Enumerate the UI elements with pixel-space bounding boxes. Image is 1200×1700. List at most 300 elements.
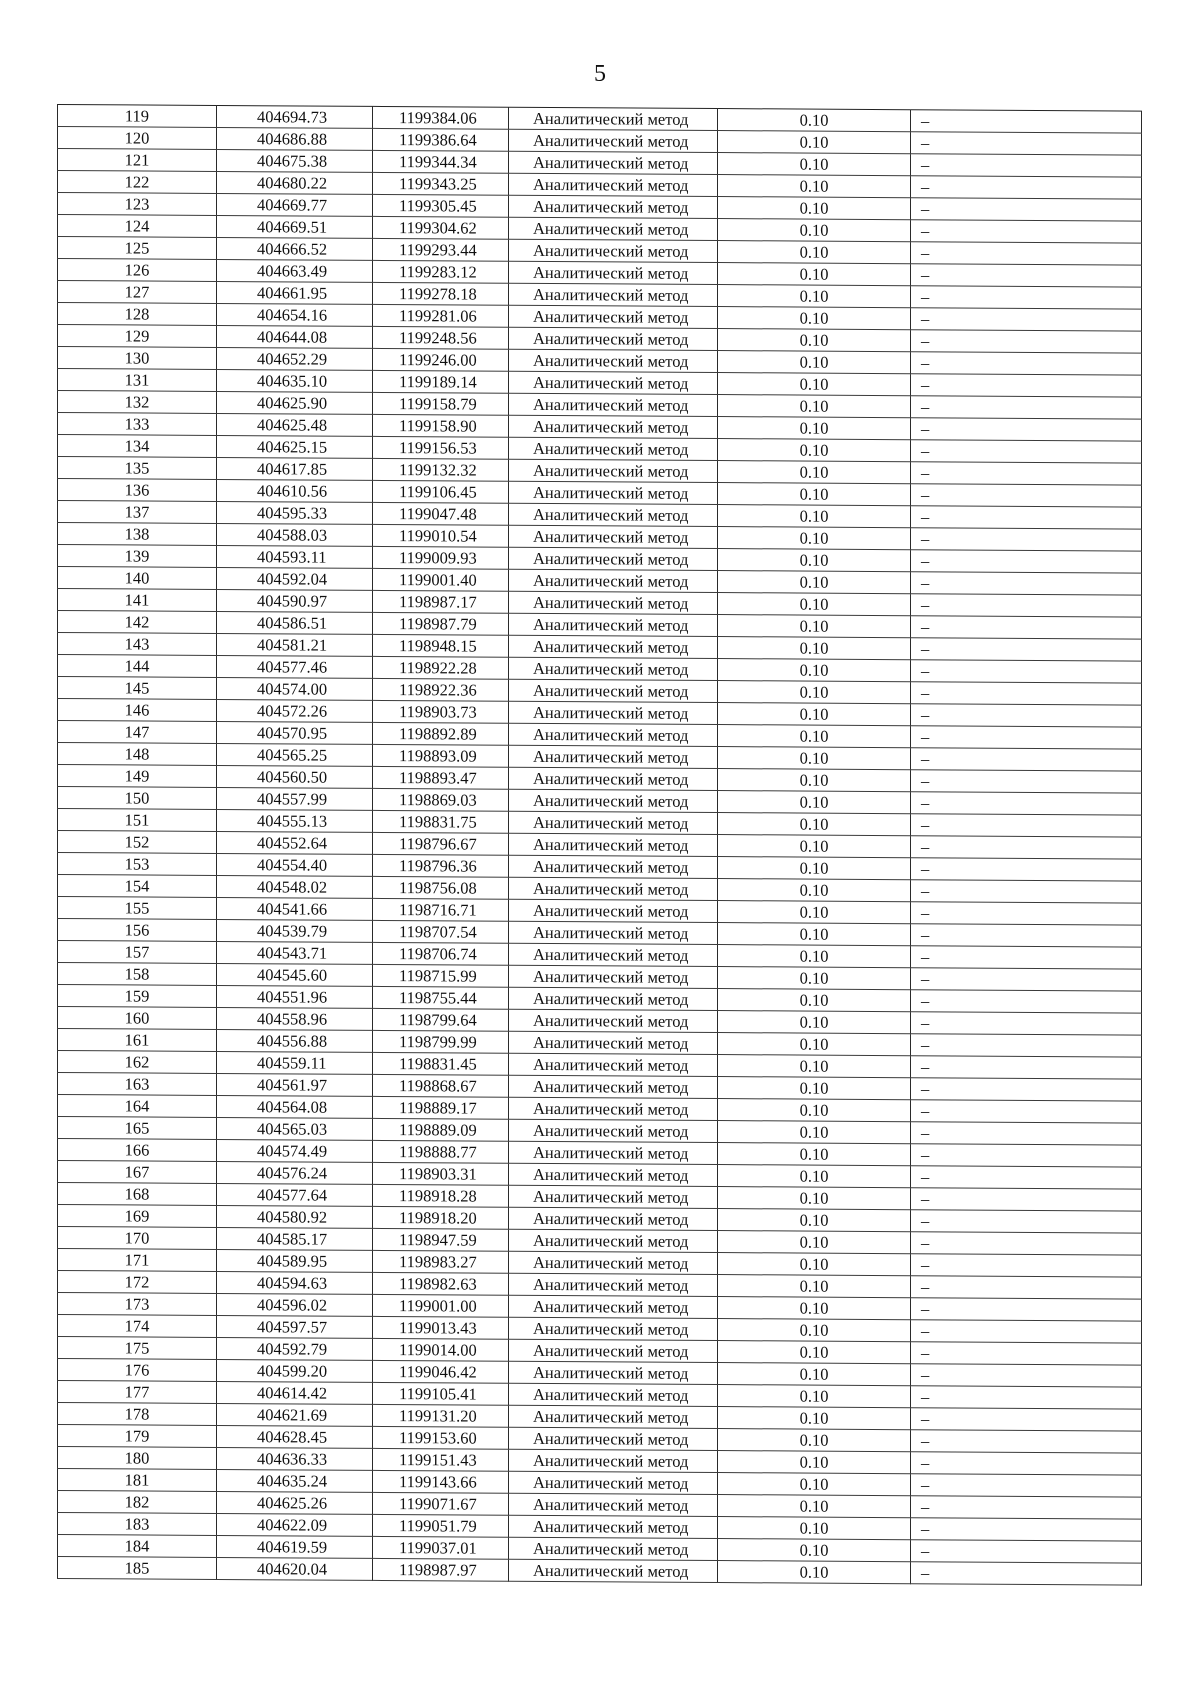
x-coordinate-cell: 404572.26 [217, 699, 373, 722]
note-cell: – [911, 352, 1142, 375]
method-cell: Аналитический метод [509, 877, 718, 900]
x-coordinate-cell: 404564.08 [217, 1095, 373, 1118]
method-cell: Аналитический метод [509, 789, 718, 812]
method-cell: Аналитический метод [509, 1559, 718, 1582]
point-number-cell: 156 [58, 919, 217, 942]
method-cell: Аналитический метод [509, 635, 718, 658]
note-cell: – [911, 924, 1142, 947]
point-number-cell: 151 [58, 809, 217, 832]
point-number-cell: 180 [58, 1447, 217, 1470]
point-number-cell: 165 [58, 1117, 217, 1140]
method-cell: Аналитический метод [509, 371, 718, 394]
error-cell: 0.10 [718, 439, 911, 462]
note-cell: – [911, 814, 1142, 837]
method-cell: Аналитический метод [509, 1229, 718, 1252]
y-coordinate-cell: 1199384.06 [373, 106, 509, 129]
y-coordinate-cell: 1198796.67 [373, 832, 509, 855]
y-coordinate-cell: 1199283.12 [373, 260, 509, 283]
method-cell: Аналитический метод [509, 1515, 718, 1538]
x-coordinate-cell: 404592.04 [217, 567, 373, 590]
error-cell: 0.10 [718, 1517, 911, 1540]
error-cell: 0.10 [718, 1165, 911, 1188]
error-cell: 0.10 [718, 813, 911, 836]
y-coordinate-cell: 1199156.53 [373, 436, 509, 459]
y-coordinate-cell: 1199153.60 [373, 1426, 509, 1449]
note-cell: – [911, 484, 1142, 507]
point-number-cell: 145 [58, 677, 217, 700]
error-cell: 0.10 [718, 835, 911, 858]
x-coordinate-cell: 404625.90 [217, 391, 373, 414]
note-cell: – [911, 220, 1142, 243]
point-number-cell: 152 [58, 831, 217, 854]
x-coordinate-cell: 404675.38 [217, 149, 373, 172]
method-cell: Аналитический метод [509, 327, 718, 350]
x-coordinate-cell: 404581.21 [217, 633, 373, 656]
error-cell: 0.10 [718, 307, 911, 330]
error-cell: 0.10 [718, 1561, 911, 1584]
note-cell: – [911, 726, 1142, 749]
error-cell: 0.10 [718, 593, 911, 616]
note-cell: – [911, 616, 1142, 639]
method-cell: Аналитический метод [509, 1339, 718, 1362]
y-coordinate-cell: 1199037.01 [373, 1536, 509, 1559]
x-coordinate-cell: 404617.85 [217, 457, 373, 480]
x-coordinate-cell: 404558.96 [217, 1007, 373, 1030]
point-number-cell: 159 [58, 985, 217, 1008]
note-cell: – [911, 1210, 1142, 1233]
y-coordinate-cell: 1199046.42 [373, 1360, 509, 1383]
x-coordinate-cell: 404680.22 [217, 171, 373, 194]
point-number-cell: 132 [58, 391, 217, 414]
y-coordinate-cell: 1199143.66 [373, 1470, 509, 1493]
error-cell: 0.10 [718, 1143, 911, 1166]
point-number-cell: 155 [58, 897, 217, 920]
y-coordinate-cell: 1198983.27 [373, 1250, 509, 1273]
x-coordinate-cell: 404599.20 [217, 1359, 373, 1382]
error-cell: 0.10 [718, 1099, 911, 1122]
error-cell: 0.10 [718, 1385, 911, 1408]
method-cell: Аналитический метод [509, 1493, 718, 1516]
method-cell: Аналитический метод [509, 1163, 718, 1186]
error-cell: 0.10 [718, 175, 911, 198]
point-number-cell: 153 [58, 853, 217, 876]
y-coordinate-cell: 1198922.28 [373, 656, 509, 679]
point-number-cell: 175 [58, 1337, 217, 1360]
error-cell: 0.10 [718, 901, 911, 924]
method-cell: Аналитический метод [509, 833, 718, 856]
method-cell: Аналитический метод [509, 657, 718, 680]
error-cell: 0.10 [718, 483, 911, 506]
note-cell: – [911, 1298, 1142, 1321]
method-cell: Аналитический метод [509, 1075, 718, 1098]
method-cell: Аналитический метод [509, 261, 718, 284]
point-number-cell: 167 [58, 1161, 217, 1184]
y-coordinate-cell: 1199158.79 [373, 392, 509, 415]
point-number-cell: 173 [58, 1293, 217, 1316]
note-cell: – [911, 1496, 1142, 1519]
x-coordinate-cell: 404588.03 [217, 523, 373, 546]
y-coordinate-cell: 1198831.75 [373, 810, 509, 833]
x-coordinate-cell: 404636.33 [217, 1447, 373, 1470]
error-cell: 0.10 [718, 1363, 911, 1386]
point-number-cell: 166 [58, 1139, 217, 1162]
note-cell: – [911, 242, 1142, 265]
error-cell: 0.10 [718, 197, 911, 220]
x-coordinate-cell: 404557.99 [217, 787, 373, 810]
note-cell: – [911, 1408, 1142, 1431]
method-cell: Аналитический метод [509, 1053, 718, 1076]
x-coordinate-cell: 404625.26 [217, 1491, 373, 1514]
y-coordinate-cell: 1198947.59 [373, 1228, 509, 1251]
y-coordinate-cell: 1198799.64 [373, 1008, 509, 1031]
point-number-cell: 124 [58, 215, 217, 238]
point-number-cell: 128 [58, 303, 217, 326]
y-coordinate-cell: 1199343.25 [373, 172, 509, 195]
y-coordinate-cell: 1198903.31 [373, 1162, 509, 1185]
point-number-cell: 150 [58, 787, 217, 810]
y-coordinate-cell: 1199013.43 [373, 1316, 509, 1339]
point-number-cell: 164 [58, 1095, 217, 1118]
error-cell: 0.10 [718, 1121, 911, 1144]
y-coordinate-cell: 1199293.44 [373, 238, 509, 261]
point-number-cell: 177 [58, 1381, 217, 1404]
method-cell: Аналитический метод [509, 129, 718, 152]
method-cell: Аналитический метод [509, 723, 718, 746]
method-cell: Аналитический метод [509, 1207, 718, 1230]
point-number-cell: 182 [58, 1491, 217, 1514]
x-coordinate-cell: 404694.73 [217, 105, 373, 128]
y-coordinate-cell: 1199278.18 [373, 282, 509, 305]
point-number-cell: 170 [58, 1227, 217, 1250]
x-coordinate-cell: 404635.24 [217, 1469, 373, 1492]
point-number-cell: 143 [58, 633, 217, 656]
y-coordinate-cell: 1199151.43 [373, 1448, 509, 1471]
method-cell: Аналитический метод [509, 547, 718, 570]
x-coordinate-cell: 404594.63 [217, 1271, 373, 1294]
x-coordinate-cell: 404574.49 [217, 1139, 373, 1162]
y-coordinate-cell: 1198918.20 [373, 1206, 509, 1229]
point-number-cell: 169 [58, 1205, 217, 1228]
x-coordinate-cell: 404565.03 [217, 1117, 373, 1140]
y-coordinate-cell: 1198948.15 [373, 634, 509, 657]
note-cell: – [911, 792, 1142, 815]
x-coordinate-cell: 404576.24 [217, 1161, 373, 1184]
method-cell: Аналитический метод [509, 679, 718, 702]
note-cell: – [911, 1078, 1142, 1101]
note-cell: – [911, 858, 1142, 881]
error-cell: 0.10 [718, 659, 911, 682]
x-coordinate-cell: 404551.96 [217, 985, 373, 1008]
method-cell: Аналитический метод [509, 745, 718, 768]
method-cell: Аналитический метод [509, 437, 718, 460]
method-cell: Аналитический метод [509, 1405, 718, 1428]
point-number-cell: 136 [58, 479, 217, 502]
y-coordinate-cell: 1198868.67 [373, 1074, 509, 1097]
y-coordinate-cell: 1199131.20 [373, 1404, 509, 1427]
note-cell: – [911, 286, 1142, 309]
error-cell: 0.10 [718, 1253, 911, 1276]
y-coordinate-cell: 1198892.89 [373, 722, 509, 745]
y-coordinate-cell: 1198987.17 [373, 590, 509, 613]
note-cell: – [911, 1386, 1142, 1409]
x-coordinate-cell: 404589.95 [217, 1249, 373, 1272]
x-coordinate-cell: 404625.48 [217, 413, 373, 436]
x-coordinate-cell: 404586.51 [217, 611, 373, 634]
method-cell: Аналитический метод [509, 1097, 718, 1120]
point-number-cell: 129 [58, 325, 217, 348]
note-cell: – [911, 968, 1142, 991]
error-cell: 0.10 [718, 1055, 911, 1078]
coordinates-table-body [58, 105, 1142, 1586]
x-coordinate-cell: 404565.25 [217, 743, 373, 766]
method-cell: Аналитический метод [509, 943, 718, 966]
y-coordinate-cell: 1199014.00 [373, 1338, 509, 1361]
y-coordinate-cell: 1199106.45 [373, 480, 509, 503]
x-coordinate-cell: 404663.49 [217, 259, 373, 282]
note-cell: – [911, 704, 1142, 727]
error-cell: 0.10 [718, 131, 911, 154]
error-cell: 0.10 [718, 373, 911, 396]
note-cell: – [911, 528, 1142, 551]
note-cell: – [911, 1232, 1142, 1255]
x-coordinate-cell: 404610.56 [217, 479, 373, 502]
note-cell: – [911, 1276, 1142, 1299]
y-coordinate-cell: 1199105.41 [373, 1382, 509, 1405]
method-cell: Аналитический метод [509, 283, 718, 306]
y-coordinate-cell: 1198918.28 [373, 1184, 509, 1207]
y-coordinate-cell: 1198831.45 [373, 1052, 509, 1075]
note-cell: – [911, 572, 1142, 595]
note-cell: – [911, 836, 1142, 859]
method-cell: Аналитический метод [509, 1009, 718, 1032]
note-cell: – [911, 462, 1142, 485]
error-cell: 0.10 [718, 1011, 911, 1034]
x-coordinate-cell: 404622.09 [217, 1513, 373, 1536]
method-cell: Аналитический метод [509, 1185, 718, 1208]
point-number-cell: 130 [58, 347, 217, 370]
method-cell: Аналитический метод [509, 1449, 718, 1472]
x-coordinate-cell: 404555.13 [217, 809, 373, 832]
error-cell: 0.10 [718, 791, 911, 814]
x-coordinate-cell: 404543.71 [217, 941, 373, 964]
y-coordinate-cell: 1198755.44 [373, 986, 509, 1009]
y-coordinate-cell: 1198903.73 [373, 700, 509, 723]
method-cell: Аналитический метод [509, 1317, 718, 1340]
note-cell: – [911, 660, 1142, 683]
x-coordinate-cell: 404635.10 [217, 369, 373, 392]
error-cell: 0.10 [718, 681, 911, 704]
method-cell: Аналитический метод [509, 1361, 718, 1384]
x-coordinate-cell: 404686.88 [217, 127, 373, 150]
note-cell: – [911, 1452, 1142, 1475]
point-number-cell: 131 [58, 369, 217, 392]
x-coordinate-cell: 404620.04 [217, 1557, 373, 1580]
error-cell: 0.10 [718, 1495, 911, 1518]
point-number-cell: 119 [58, 105, 217, 128]
note-cell: – [911, 154, 1142, 177]
y-coordinate-cell: 1199248.56 [373, 326, 509, 349]
point-number-cell: 126 [58, 259, 217, 282]
method-cell: Аналитический метод [509, 151, 718, 174]
point-number-cell: 178 [58, 1403, 217, 1426]
x-coordinate-cell: 404614.42 [217, 1381, 373, 1404]
error-cell: 0.10 [718, 1275, 911, 1298]
method-cell: Аналитический метод [509, 1141, 718, 1164]
note-cell: – [911, 440, 1142, 463]
note-cell: – [911, 1474, 1142, 1497]
x-coordinate-cell: 404619.59 [217, 1535, 373, 1558]
point-number-cell: 157 [58, 941, 217, 964]
error-cell: 0.10 [718, 549, 911, 572]
y-coordinate-cell: 1199189.14 [373, 370, 509, 393]
error-cell: 0.10 [718, 725, 911, 748]
y-coordinate-cell: 1199010.54 [373, 524, 509, 547]
point-number-cell: 149 [58, 765, 217, 788]
method-cell: Аналитический метод [509, 503, 718, 526]
note-cell: – [911, 1430, 1142, 1453]
method-cell: Аналитический метод [509, 1031, 718, 1054]
method-cell: Аналитический метод [509, 855, 718, 878]
y-coordinate-cell: 1199132.32 [373, 458, 509, 481]
point-number-cell: 183 [58, 1513, 217, 1536]
error-cell: 0.10 [718, 417, 911, 440]
x-coordinate-cell: 404552.64 [217, 831, 373, 854]
point-number-cell: 138 [58, 523, 217, 546]
point-number-cell: 158 [58, 963, 217, 986]
point-number-cell: 154 [58, 875, 217, 898]
y-coordinate-cell: 1198799.99 [373, 1030, 509, 1053]
note-cell: – [911, 330, 1142, 353]
y-coordinate-cell: 1198893.09 [373, 744, 509, 767]
error-cell: 0.10 [718, 219, 911, 242]
point-number-cell: 140 [58, 567, 217, 590]
error-cell: 0.10 [718, 1297, 911, 1320]
method-cell: Аналитический метод [509, 613, 718, 636]
document-sheet [57, 104, 1141, 1586]
error-cell: 0.10 [718, 329, 911, 352]
y-coordinate-cell: 1199047.48 [373, 502, 509, 525]
y-coordinate-cell: 1198716.71 [373, 898, 509, 921]
method-cell: Аналитический метод [509, 239, 718, 262]
point-number-cell: 122 [58, 171, 217, 194]
x-coordinate-cell: 404590.97 [217, 589, 373, 612]
method-cell: Аналитический метод [509, 811, 718, 834]
point-number-cell: 137 [58, 501, 217, 524]
error-cell: 0.10 [718, 241, 911, 264]
y-coordinate-cell: 1199344.34 [373, 150, 509, 173]
x-coordinate-cell: 404654.16 [217, 303, 373, 326]
x-coordinate-cell: 404596.02 [217, 1293, 373, 1316]
note-cell: – [911, 638, 1142, 661]
note-cell: – [911, 880, 1142, 903]
point-number-cell: 162 [58, 1051, 217, 1074]
error-cell: 0.10 [718, 263, 911, 286]
y-coordinate-cell: 1199001.40 [373, 568, 509, 591]
coordinates-table [57, 104, 1142, 1586]
page-number: 5 [594, 61, 606, 87]
method-cell: Аналитический метод [509, 569, 718, 592]
point-number-cell: 181 [58, 1469, 217, 1492]
method-cell: Аналитический метод [509, 921, 718, 944]
point-number-cell: 135 [58, 457, 217, 480]
note-cell: – [911, 1254, 1142, 1277]
y-coordinate-cell: 1198715.99 [373, 964, 509, 987]
x-coordinate-cell: 404666.52 [217, 237, 373, 260]
note-cell: – [911, 110, 1142, 133]
method-cell: Аналитический метод [509, 1427, 718, 1450]
note-cell: – [911, 418, 1142, 441]
note-cell: – [911, 1540, 1142, 1563]
point-number-cell: 144 [58, 655, 217, 678]
point-number-cell: 121 [58, 149, 217, 172]
note-cell: – [911, 594, 1142, 617]
y-coordinate-cell: 1198893.47 [373, 766, 509, 789]
method-cell: Аналитический метод [509, 481, 718, 504]
point-number-cell: 146 [58, 699, 217, 722]
x-coordinate-cell: 404593.11 [217, 545, 373, 568]
note-cell: – [911, 1342, 1142, 1365]
point-number-cell: 125 [58, 237, 217, 260]
y-coordinate-cell: 1198987.79 [373, 612, 509, 635]
error-cell: 0.10 [718, 285, 911, 308]
method-cell: Аналитический метод [509, 591, 718, 614]
point-number-cell: 134 [58, 435, 217, 458]
error-cell: 0.10 [718, 1473, 911, 1496]
method-cell: Аналитический метод [509, 965, 718, 988]
error-cell: 0.10 [718, 351, 911, 374]
note-cell: – [911, 748, 1142, 771]
error-cell: 0.10 [718, 153, 911, 176]
y-coordinate-cell: 1199071.67 [373, 1492, 509, 1515]
point-number-cell: 171 [58, 1249, 217, 1272]
method-cell: Аналитический метод [509, 987, 718, 1010]
y-coordinate-cell: 1198869.03 [373, 788, 509, 811]
x-coordinate-cell: 404669.51 [217, 215, 373, 238]
x-coordinate-cell: 404539.79 [217, 919, 373, 942]
error-cell: 0.10 [718, 703, 911, 726]
x-coordinate-cell: 404621.69 [217, 1403, 373, 1426]
x-coordinate-cell: 404592.79 [217, 1337, 373, 1360]
point-number-cell: 147 [58, 721, 217, 744]
error-cell: 0.10 [718, 1033, 911, 1056]
note-cell: – [911, 1562, 1142, 1585]
y-coordinate-cell: 1199246.00 [373, 348, 509, 371]
error-cell: 0.10 [718, 1231, 911, 1254]
method-cell: Аналитический метод [509, 1251, 718, 1274]
error-cell: 0.10 [718, 1407, 911, 1430]
method-cell: Аналитический метод [509, 767, 718, 790]
y-coordinate-cell: 1198889.09 [373, 1118, 509, 1141]
method-cell: Аналитический метод [509, 1537, 718, 1560]
y-coordinate-cell: 1198756.08 [373, 876, 509, 899]
note-cell: – [911, 132, 1142, 155]
note-cell: – [911, 550, 1142, 573]
y-coordinate-cell: 1198922.36 [373, 678, 509, 701]
x-coordinate-cell: 404561.97 [217, 1073, 373, 1096]
note-cell: – [911, 946, 1142, 969]
point-number-cell: 161 [58, 1029, 217, 1052]
x-coordinate-cell: 404577.64 [217, 1183, 373, 1206]
method-cell: Аналитический метод [509, 1295, 718, 1318]
y-coordinate-cell: 1199281.06 [373, 304, 509, 327]
point-number-cell: 142 [58, 611, 217, 634]
note-cell: – [911, 374, 1142, 397]
method-cell: Аналитический метод [509, 1471, 718, 1494]
note-cell: – [911, 176, 1142, 199]
note-cell: – [911, 1100, 1142, 1123]
method-cell: Аналитический метод [509, 1383, 718, 1406]
y-coordinate-cell: 1198888.77 [373, 1140, 509, 1163]
